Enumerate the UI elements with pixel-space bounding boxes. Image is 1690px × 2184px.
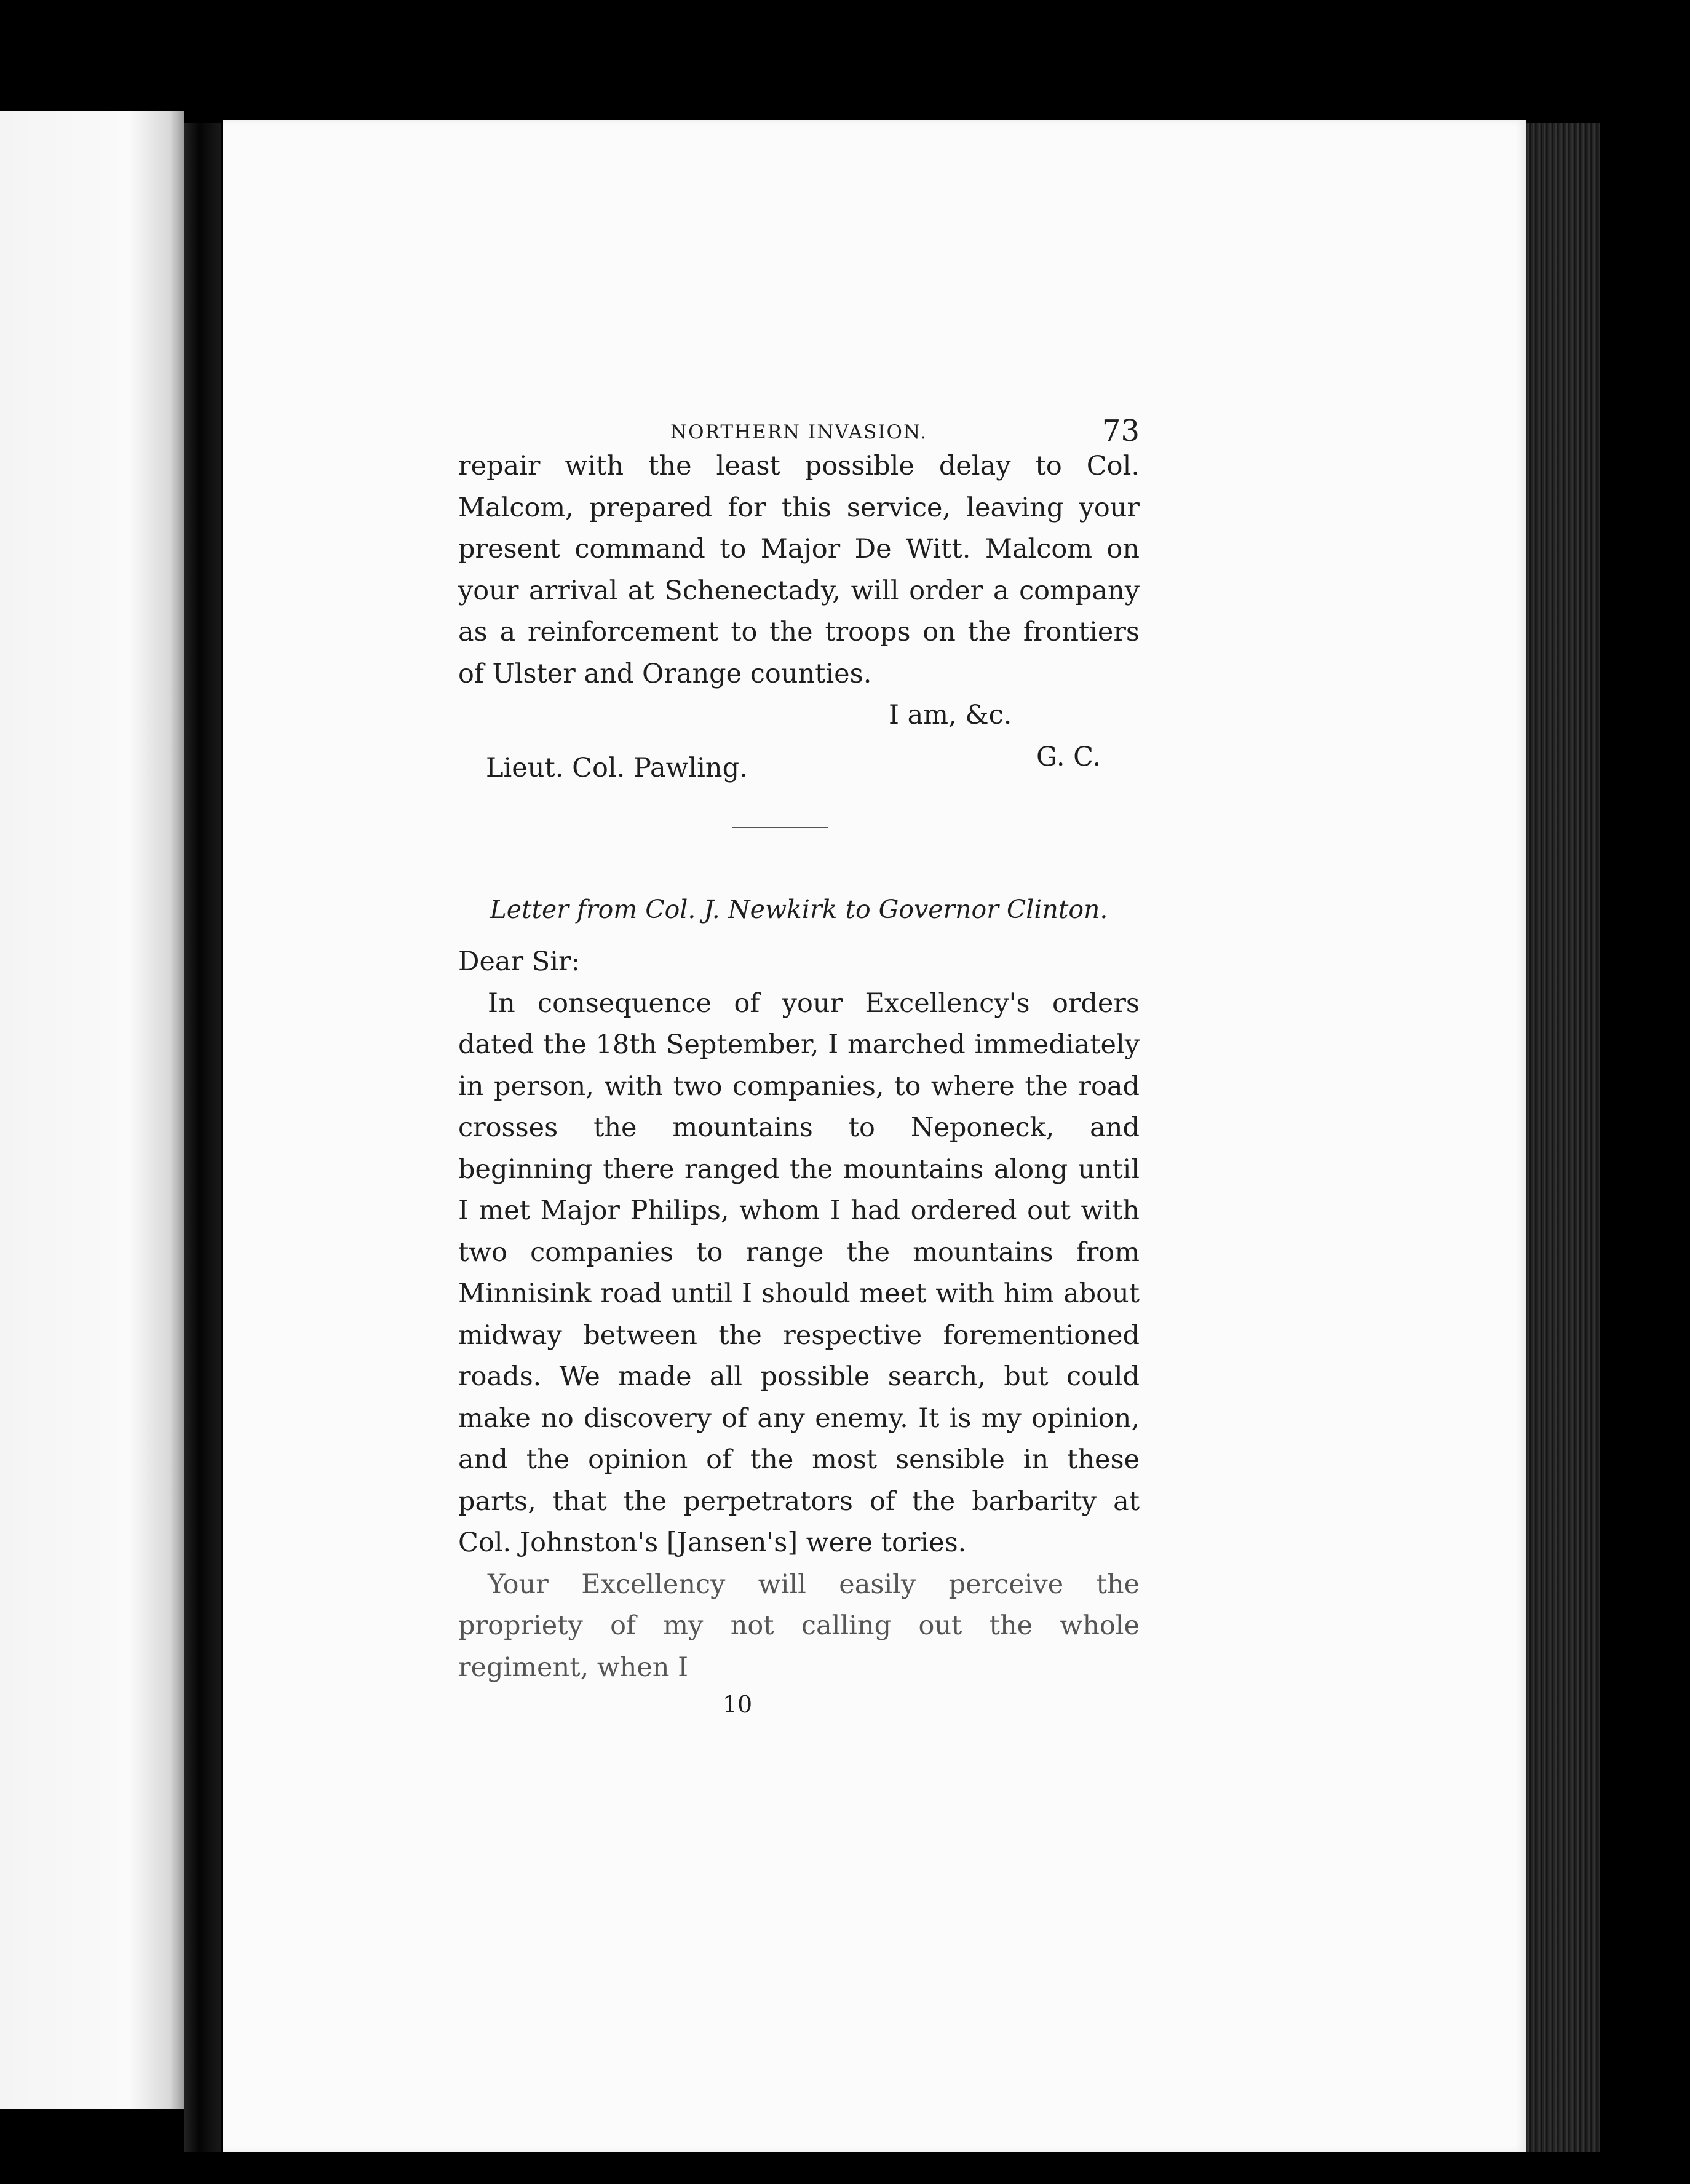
running-title: NORTHERN INVASION. <box>670 421 927 443</box>
running-head <box>458 403 1140 446</box>
letter-addressee: Lieut. Col. Pawling. <box>486 752 748 783</box>
letter-initials: G. C. <box>1036 741 1101 772</box>
closing-line <box>458 695 1140 737</box>
letter-heading: Letter from Col. J. Newkirk to Governor Clinton. <box>490 895 1108 924</box>
second-letter-paragraph-2: Your Excellency will easily perceive the propriety of my not calling out the whole regiment, when I <box>458 1569 1140 1683</box>
page-edges <box>1526 123 1600 2152</box>
second-letter-paragraph-1: In consequence of your Excellency's orders dated the 18th September, I marched immediately in person, with two companies, to where the road crosses the mountains to Neponeck, and beginning there ranged the mountains along until I met Major Philips, whom I had ordered out with two companies to range the mountains from Minnisink road until I should meet with him about midway between the respective forementioned roads. We made all possible search, but could make no discovery of any enemy. It is my opinion, and the opinion of the most sensible in these parts, that the perpetrators of the barbarity at Col. Johnston's [Jansen's] were tories. <box>458 987 1140 1558</box>
letter-salutation: Dear Sir: <box>458 946 581 977</box>
previous-page-edge <box>0 111 184 2109</box>
signature-mark: 10 <box>722 1691 753 1718</box>
section-divider <box>732 827 828 828</box>
page-content <box>458 403 1140 1718</box>
book-gutter <box>184 123 221 2152</box>
first-letter-paragraph: repair with the least possible delay to Col. Malcom, prepared for this service, leaving your present command to Major De Witt. Malcom on your arrival at Schenectady, will order a company as a reinforcement to the troops on the frontiers of Ulster and Orange counties. <box>458 451 1140 689</box>
letter-closing: I am, &c. <box>889 700 1012 730</box>
page-number: 73 <box>1101 414 1140 448</box>
signature-line <box>458 737 1140 783</box>
